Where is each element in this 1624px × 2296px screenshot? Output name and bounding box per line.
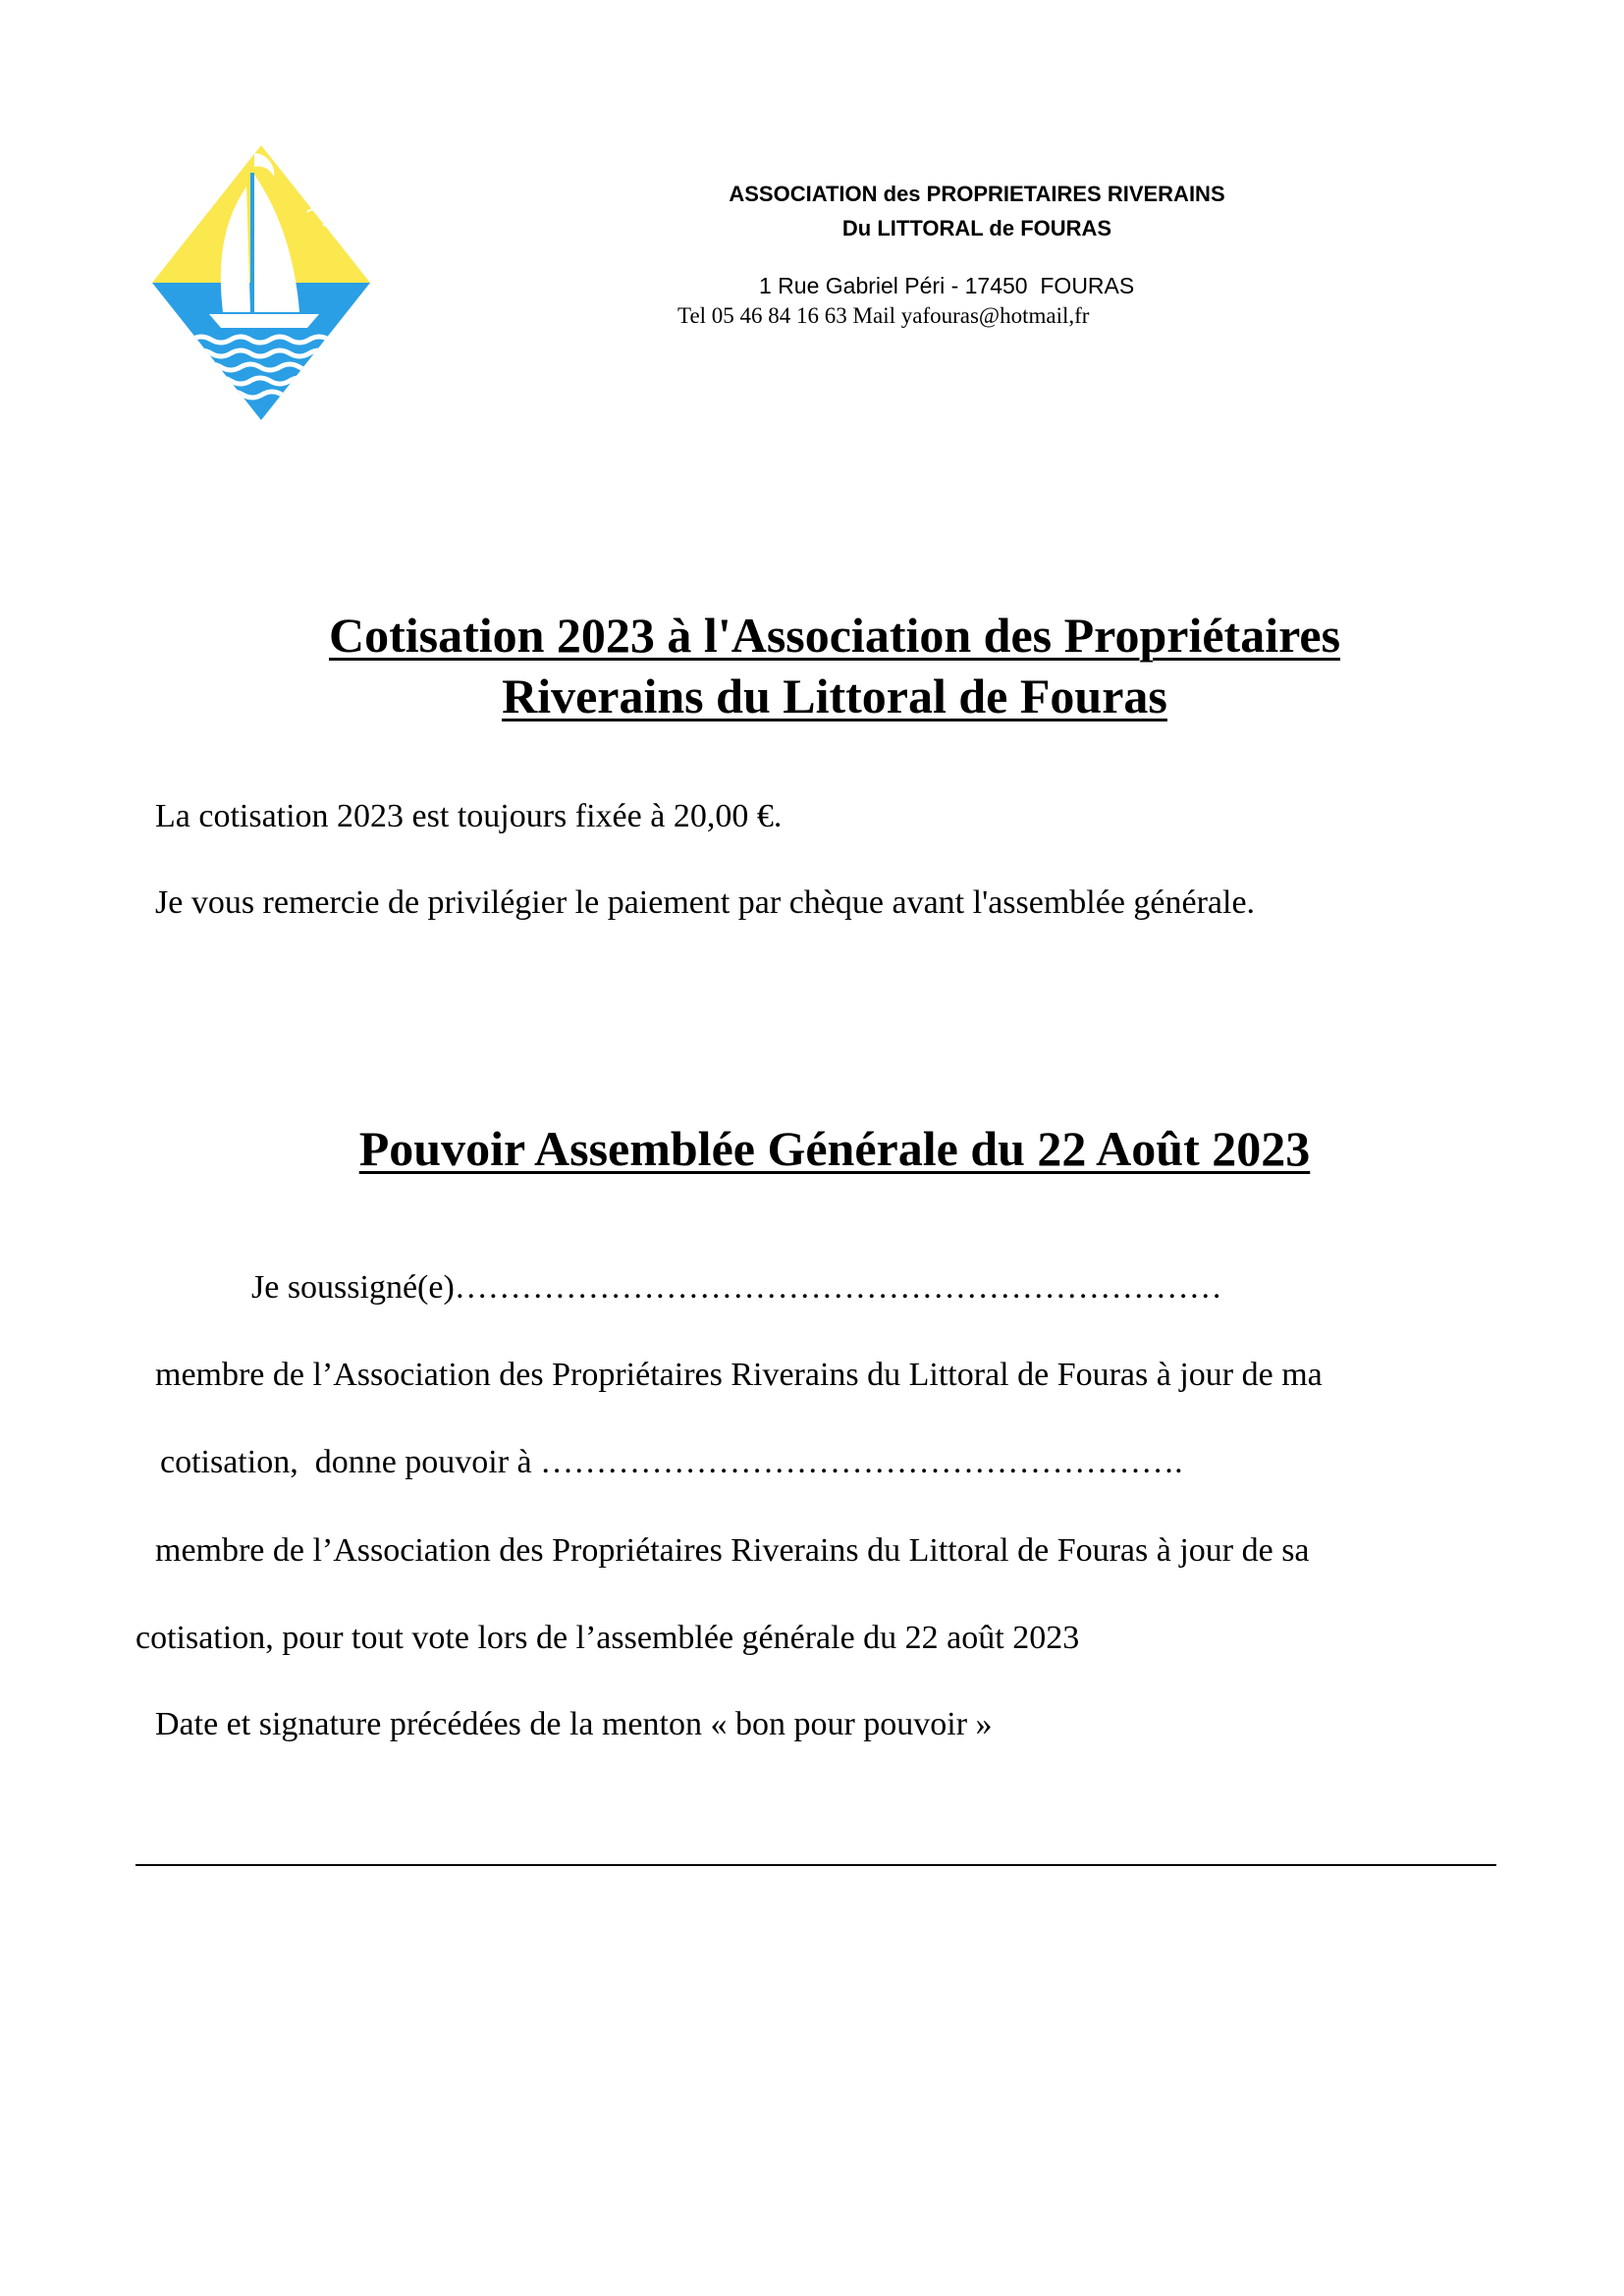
pouvoir-signature-line: Date et signature précédées de la menton « bon pour pouvoir » — [155, 1706, 993, 1742]
pouvoir-member-line: membre de l’Association des Propriétaires Riverains du Littoral de Fouras à jour de ma — [155, 1357, 1323, 1393]
pouvoir-title: Pouvoir Assemblée Générale du 22 Août 2023 — [358, 1121, 1311, 1176]
sailboat-diamond-logo-icon — [152, 145, 370, 420]
pouvoir-vote-line: cotisation, pour tout vote lors de l’assemblée générale du 22 août 2023 — [135, 1620, 1080, 1656]
horizontal-divider — [135, 1864, 1496, 1866]
organization-address: 1 Rue Gabriel Péri - 17450 FOURAS — [759, 273, 1135, 298]
cotisation-title-line1: Cotisation 2023 à l'Association des Propriétaires — [328, 608, 1341, 663]
pouvoir-proxy-member-line: membre de l’Association des Propriétaires Riverains du Littoral de Fouras à jour de sa — [155, 1532, 1310, 1569]
cotisation-payment-text: Je vous remercie de privilégier le paiement par chèque avant l'assemblée générale. — [155, 884, 1256, 921]
organization-subtitle: Du LITTORAL de FOURAS — [841, 216, 1112, 240]
pouvoir-proxy-line: cotisation, donne pouvoir à …………………………………………………. — [160, 1444, 1183, 1480]
organization-header — [589, 177, 1365, 245]
cotisation-amount-text: La cotisation 2023 est toujours fixée à 20,00 €. — [155, 798, 783, 834]
pouvoir-undersigned-line: Je soussigné(e)…………………………………………………………… — [251, 1269, 1222, 1306]
cotisation-title-line2: Riverains du Littoral de Fouras — [502, 668, 1167, 723]
organization-contact: Tel 05 46 84 16 63 Mail yafouras@hotmail,fr — [677, 303, 1090, 328]
cotisation-title — [177, 605, 1492, 726]
organization-name: ASSOCIATION des PROPRIETAIRES RIVERAINS — [729, 182, 1225, 206]
